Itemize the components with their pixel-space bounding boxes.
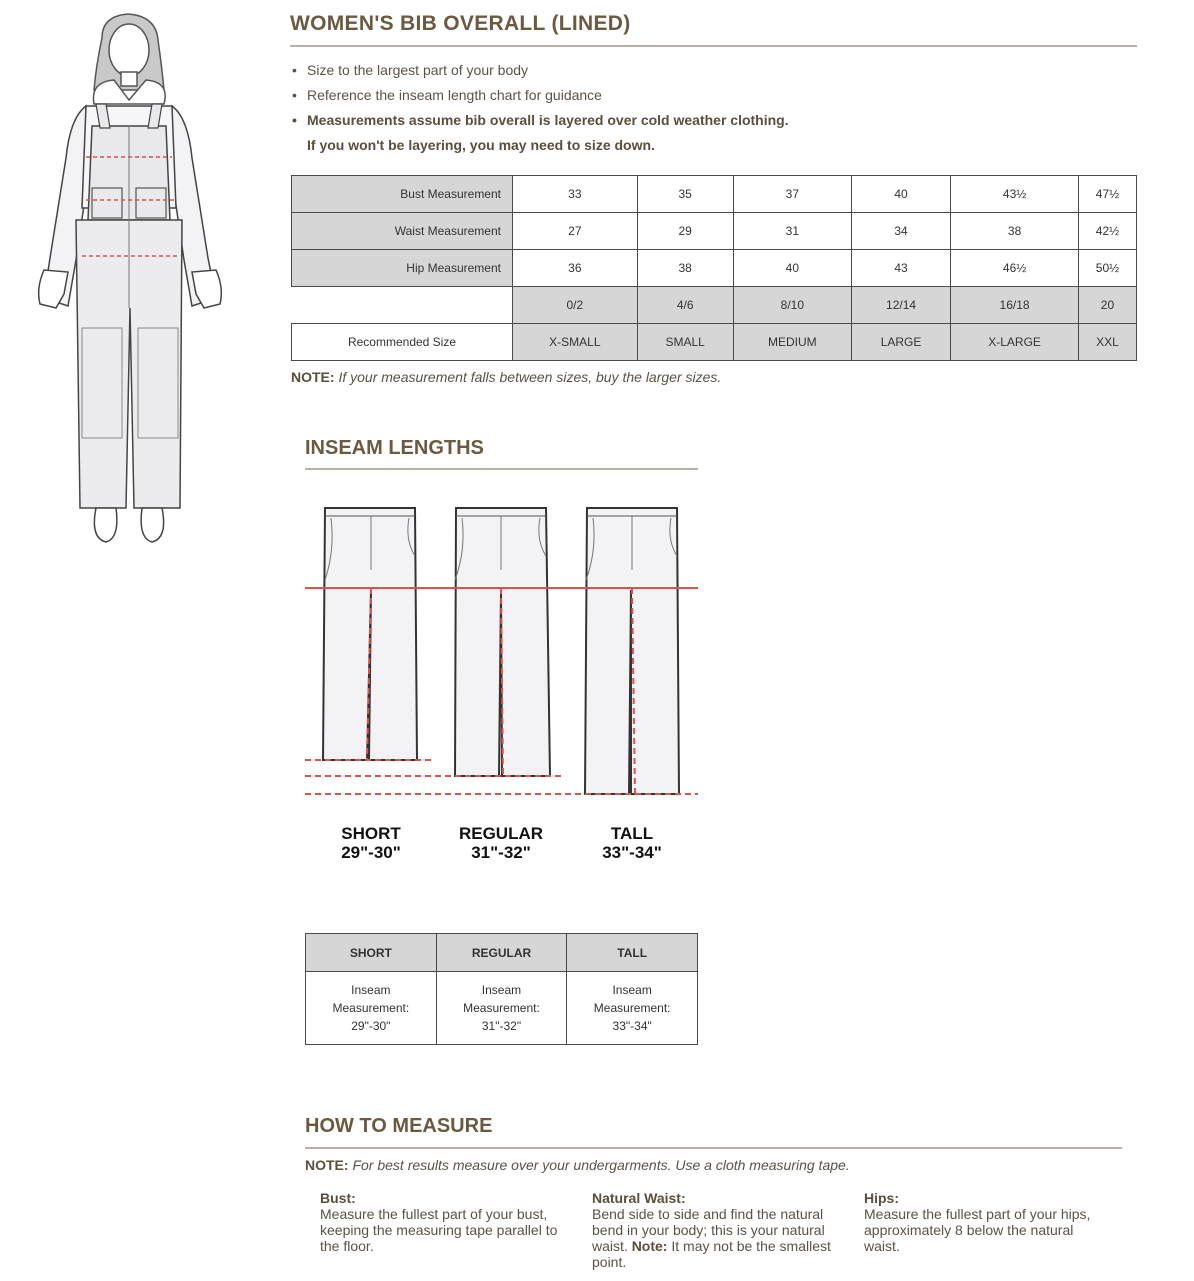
table-row bbox=[292, 250, 1137, 287]
table-cell: 38 bbox=[951, 213, 1079, 250]
table-cell: 34 bbox=[851, 213, 950, 250]
waist-note-text: It may not be the smallest point. bbox=[592, 1238, 831, 1270]
how-divider bbox=[305, 1147, 1122, 1149]
pant-range: 29"-30" bbox=[341, 843, 401, 862]
recommended-size-cell: X-SMALL bbox=[513, 324, 638, 361]
inseam-header: REGULAR bbox=[436, 934, 567, 972]
table-cell: 33 bbox=[513, 176, 638, 213]
empty-cell bbox=[292, 287, 513, 324]
hips-title: Hips: bbox=[864, 1190, 899, 1206]
guidance-item-continued: If you won't be layering, you may need to size down. bbox=[307, 137, 655, 153]
table-cell: 29 bbox=[637, 213, 733, 250]
numeric-size-cell: 20 bbox=[1078, 287, 1136, 324]
recommended-size-cell: XXL bbox=[1078, 324, 1136, 361]
table-cell: 46½ bbox=[951, 250, 1079, 287]
waist-title: Natural Waist: bbox=[592, 1190, 686, 1206]
numeric-size-cell: 16/18 bbox=[951, 287, 1079, 324]
recommended-size-cell: MEDIUM bbox=[733, 324, 851, 361]
table-row bbox=[292, 176, 1137, 213]
bust-instruction bbox=[320, 1190, 560, 1254]
pant-tall-icon bbox=[585, 508, 679, 794]
note-prefix: NOTE: bbox=[291, 369, 335, 385]
inseam-cell-line: Measurement: bbox=[593, 1001, 671, 1015]
inseam-cell bbox=[306, 972, 437, 1045]
table-cell: 36 bbox=[513, 250, 638, 287]
inseam-cell bbox=[436, 972, 567, 1045]
pant-regular-icon bbox=[455, 508, 550, 776]
inseam-cell-line: Inseam bbox=[481, 983, 522, 997]
pant-short-icon bbox=[323, 508, 417, 760]
inseam-header: TALL bbox=[567, 934, 698, 972]
measure-note bbox=[305, 1157, 850, 1173]
title-divider bbox=[290, 45, 1137, 47]
inseam-cell-value: 33"-34" bbox=[612, 1019, 652, 1033]
inseam-cell-line: Measurement: bbox=[332, 1001, 410, 1015]
hips-text: Measure the fullest part of your hips, approximately 8 below the natural waist. bbox=[864, 1206, 1091, 1254]
woman-overall-illustration bbox=[30, 8, 230, 548]
bust-title: Bust: bbox=[320, 1190, 356, 1206]
table-cell: 47½ bbox=[1078, 176, 1136, 213]
table-cell: 50½ bbox=[1078, 250, 1136, 287]
table-cell: 43 bbox=[851, 250, 950, 287]
size-note bbox=[291, 369, 721, 385]
recommended-size-cell: X-LARGE bbox=[951, 324, 1079, 361]
inseam-section-title: INSEAM LENGTHS bbox=[305, 437, 484, 459]
inseam-header: SHORT bbox=[306, 934, 437, 972]
inseam-cell-line: Inseam bbox=[612, 983, 652, 997]
note-text: For best results measure over your undergarments. Use a cloth measuring tape. bbox=[352, 1157, 850, 1173]
pant-name: REGULAR bbox=[458, 824, 544, 843]
numeric-size-cell: 4/6 bbox=[637, 287, 733, 324]
table-cell: 40 bbox=[733, 250, 851, 287]
table-row bbox=[306, 934, 698, 972]
pant-label-regular bbox=[436, 824, 566, 862]
pant-range: 31"-32" bbox=[471, 843, 531, 862]
recommended-size-label: Recommended Size bbox=[292, 324, 513, 361]
table-row bbox=[292, 287, 1137, 324]
pant-label-short bbox=[306, 824, 436, 862]
inseam-divider bbox=[305, 468, 698, 470]
hips-instruction bbox=[864, 1190, 1104, 1254]
inseam-cell-line: Inseam bbox=[351, 983, 391, 997]
row-label: Waist Measurement bbox=[292, 213, 513, 250]
pant-name: TALL bbox=[610, 824, 654, 843]
pant-range: 33"-34" bbox=[602, 843, 662, 862]
table-cell: 31 bbox=[733, 213, 851, 250]
bust-text: Measure the fullest part of your bust, keeping the measuring tape parallel to the floor. bbox=[320, 1206, 558, 1254]
pant-label-tall bbox=[567, 824, 697, 862]
guidance-item: • Measurements assume bib overall is layered over cold weather clothing. bbox=[292, 108, 992, 133]
inseam-cell-value: 31"-32" bbox=[481, 1019, 522, 1033]
inseam-pants-illustration bbox=[305, 500, 698, 800]
table-cell: 37 bbox=[733, 176, 851, 213]
note-text: If your measurement falls between sizes, buy the larger sizes. bbox=[338, 369, 722, 385]
row-label: Hip Measurement bbox=[292, 250, 513, 287]
table-cell: 38 bbox=[637, 250, 733, 287]
recommended-size-cell: LARGE bbox=[851, 324, 950, 361]
table-row bbox=[306, 972, 698, 1045]
table-cell: 43½ bbox=[951, 176, 1079, 213]
inseam-cell-value: 29"-30" bbox=[351, 1019, 391, 1033]
row-label: Bust Measurement bbox=[292, 176, 513, 213]
inseam-table bbox=[305, 933, 698, 1045]
table-cell: 40 bbox=[851, 176, 950, 213]
waist-text: Bend side to side and find the natural bend in your body; this is your natural waist. bbox=[592, 1206, 825, 1254]
table-row bbox=[292, 324, 1137, 361]
numeric-size-cell: 8/10 bbox=[733, 287, 851, 324]
waist-note-prefix: Note: bbox=[631, 1238, 668, 1254]
size-chart-table bbox=[291, 175, 1137, 361]
guidance-list bbox=[292, 58, 992, 158]
waist-instruction bbox=[592, 1190, 832, 1270]
guidance-item: • Reference the inseam length chart for guidance bbox=[292, 83, 992, 108]
recommended-size-cell: SMALL bbox=[637, 324, 733, 361]
table-cell: 27 bbox=[513, 213, 638, 250]
inseam-cell bbox=[567, 972, 698, 1045]
how-to-measure-title: HOW TO MEASURE bbox=[305, 1115, 493, 1137]
numeric-size-cell: 12/14 bbox=[851, 287, 950, 324]
table-row bbox=[292, 213, 1137, 250]
table-cell: 42½ bbox=[1078, 213, 1136, 250]
table-cell: 35 bbox=[637, 176, 733, 213]
page-title: WOMEN'S BIB OVERALL (LINED) bbox=[290, 12, 631, 35]
pant-name: SHORT bbox=[341, 824, 401, 843]
note-prefix: NOTE: bbox=[305, 1157, 349, 1173]
guidance-item: • Size to the largest part of your body bbox=[292, 58, 992, 83]
numeric-size-cell: 0/2 bbox=[513, 287, 638, 324]
inseam-cell-line: Measurement: bbox=[463, 1001, 540, 1015]
